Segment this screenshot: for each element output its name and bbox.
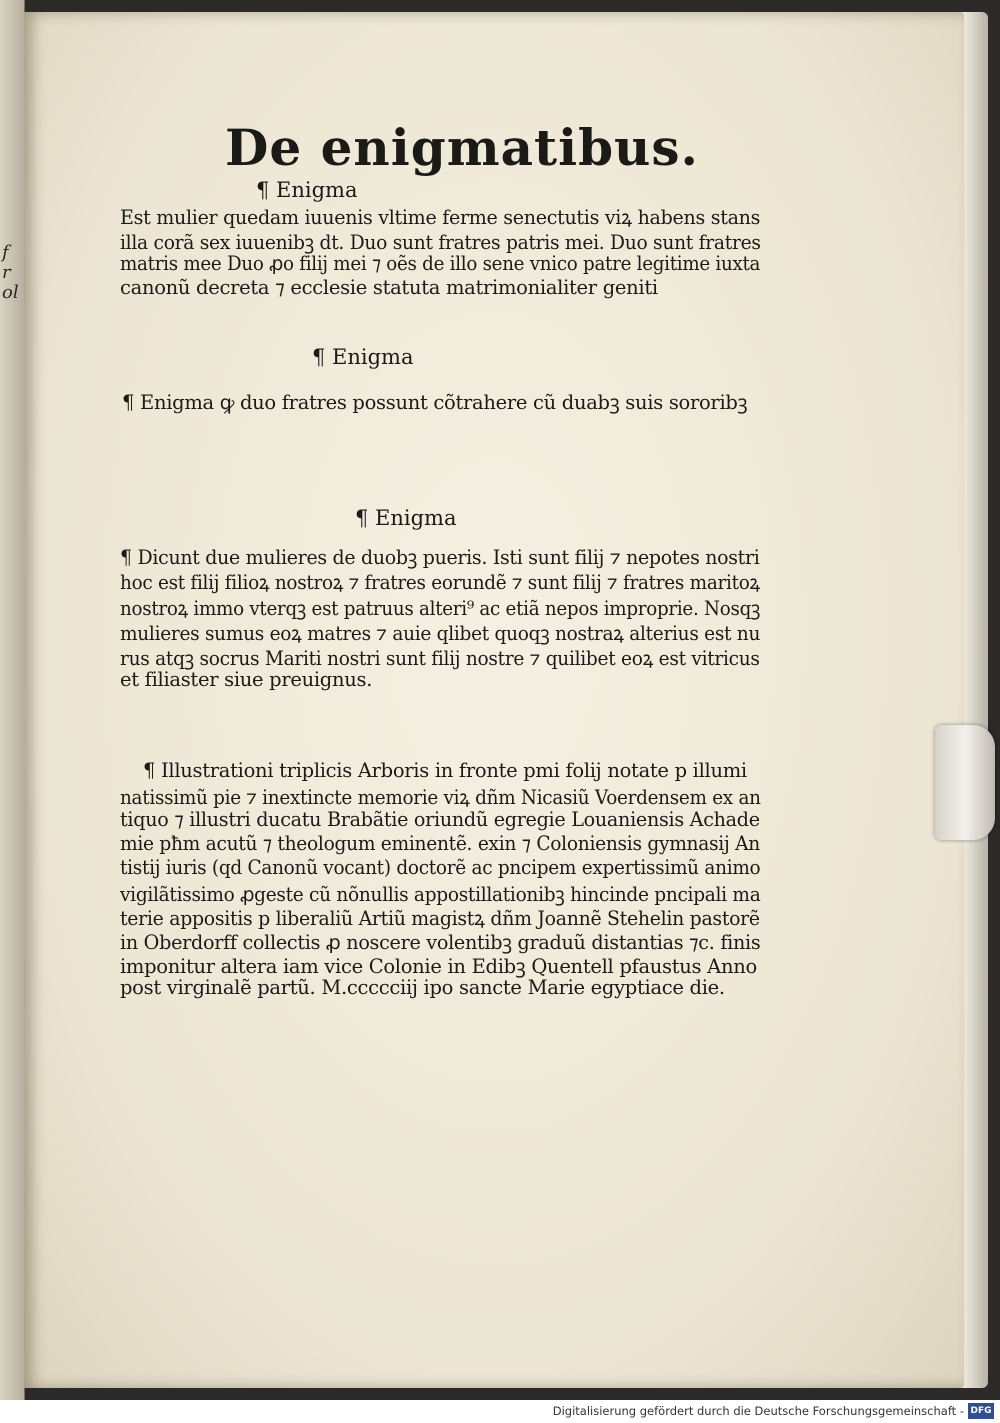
text-line: illa corã sex iuuenibꝫ dt. Duo sunt fratres patris mei. Duo sunt fratres bbox=[120, 231, 761, 254]
colophon-line: terie appositis p liberaliũ Artiũ magistꝝ dñm Joannẽ Stehelin pastorẽ bbox=[120, 907, 760, 930]
text-line: mulieres sumus eoꝝ matres ⁊ auie qlibet quoqꝫ nostraꝝ alterius est nu bbox=[120, 622, 761, 645]
text-line: rus atqꝫ socrus Mariti nostri sunt filij nostre ⁊ quilibet eoꝝ est vitricus bbox=[120, 647, 760, 670]
text-line: nostroꝝ immo vterqꝫ est patruus alteri⁹ ac etiã nepos improprie. Nosqꝫ bbox=[120, 597, 761, 620]
section-heading: ¶ Enigma bbox=[355, 506, 457, 530]
colophon-line: natissimũ pie ⁊ inextincte memorie viꝝ dñm Nicasiũ Voerdensem ex an bbox=[120, 786, 761, 809]
previous-page-edge bbox=[0, 0, 25, 1400]
text-line: hoc est filij filioꝝ nostroꝝ ⁊ fratres eorundẽ ⁊ sunt filij ⁊ fratres maritoꝝ bbox=[120, 571, 760, 594]
margin-note: ol bbox=[2, 282, 19, 303]
footer-bar bbox=[0, 1400, 1000, 1423]
colophon-line: in Oberdorff collectis ꝓ noscere volentibꝫ graduũ distantias ⁊c. finis bbox=[120, 931, 761, 954]
text-line: ¶ Dicunt due mulieres de duobꝫ pueris. Isti sunt filij ⁊ nepotes nostri bbox=[120, 546, 760, 569]
colophon-line: vigilãtissimo ꝓgeste cũ nõnullis appostillationibꝫ hincinde pncipali ma bbox=[120, 883, 761, 906]
text-line: ¶ Enigma ꝙ duo fratres possunt cõtrahere cũ duabꝫ suis sororibꝫ bbox=[122, 391, 748, 414]
page-clip bbox=[935, 725, 995, 840]
text-line: canonũ decreta ⁊ ecclesie statuta matrimonialiter geniti bbox=[120, 276, 658, 299]
page-title: De enigmatibus. bbox=[225, 118, 699, 177]
text-line: et filiaster siue preuignus. bbox=[120, 668, 373, 691]
text-line: Est mulier quedam iuuenis vltime ferme senectutis viꝝ habens stans bbox=[120, 206, 761, 229]
margin-note: r bbox=[2, 262, 11, 283]
section-heading: ¶ Enigma bbox=[312, 345, 414, 369]
text-line: matris mee Duo ꝓo filij mei ⁊ oẽs de illo sene vnico patre legitime iuxta bbox=[120, 252, 761, 275]
funding-credit: Digitalisierung gefördert durch die Deutsche Forschungsgemeinschaft - bbox=[552, 1404, 964, 1418]
dfg-logo: DFG bbox=[968, 1403, 994, 1419]
colophon-line: mie pħm acutũ ⁊ theologum eminentẽ. exin ⁊ Coloniensis gymnasij An bbox=[120, 832, 760, 855]
colophon-line: imponitur altera iam vice Colonie in Edibꝫ Quentell pfaustus Anno bbox=[120, 955, 757, 978]
colophon-line: post virginalẽ partũ. M.ccccciij ipo sancte Marie egyptiace die. bbox=[120, 976, 725, 999]
section-heading: ¶ Enigma bbox=[256, 178, 358, 202]
margin-note: f bbox=[2, 242, 9, 263]
colophon-line: tistij iuris (qd Canonũ vocant) doctorẽ ac pncipem expertissimũ animo bbox=[120, 856, 761, 879]
colophon-line: ¶ Illustrationi triplicis Arboris in fronte pmi folij notate p illumi bbox=[143, 759, 747, 782]
colophon-line: tiquo ⁊ illustri ducatu Brabãtie oriundũ egregie Louaniensis Achade bbox=[120, 808, 760, 831]
